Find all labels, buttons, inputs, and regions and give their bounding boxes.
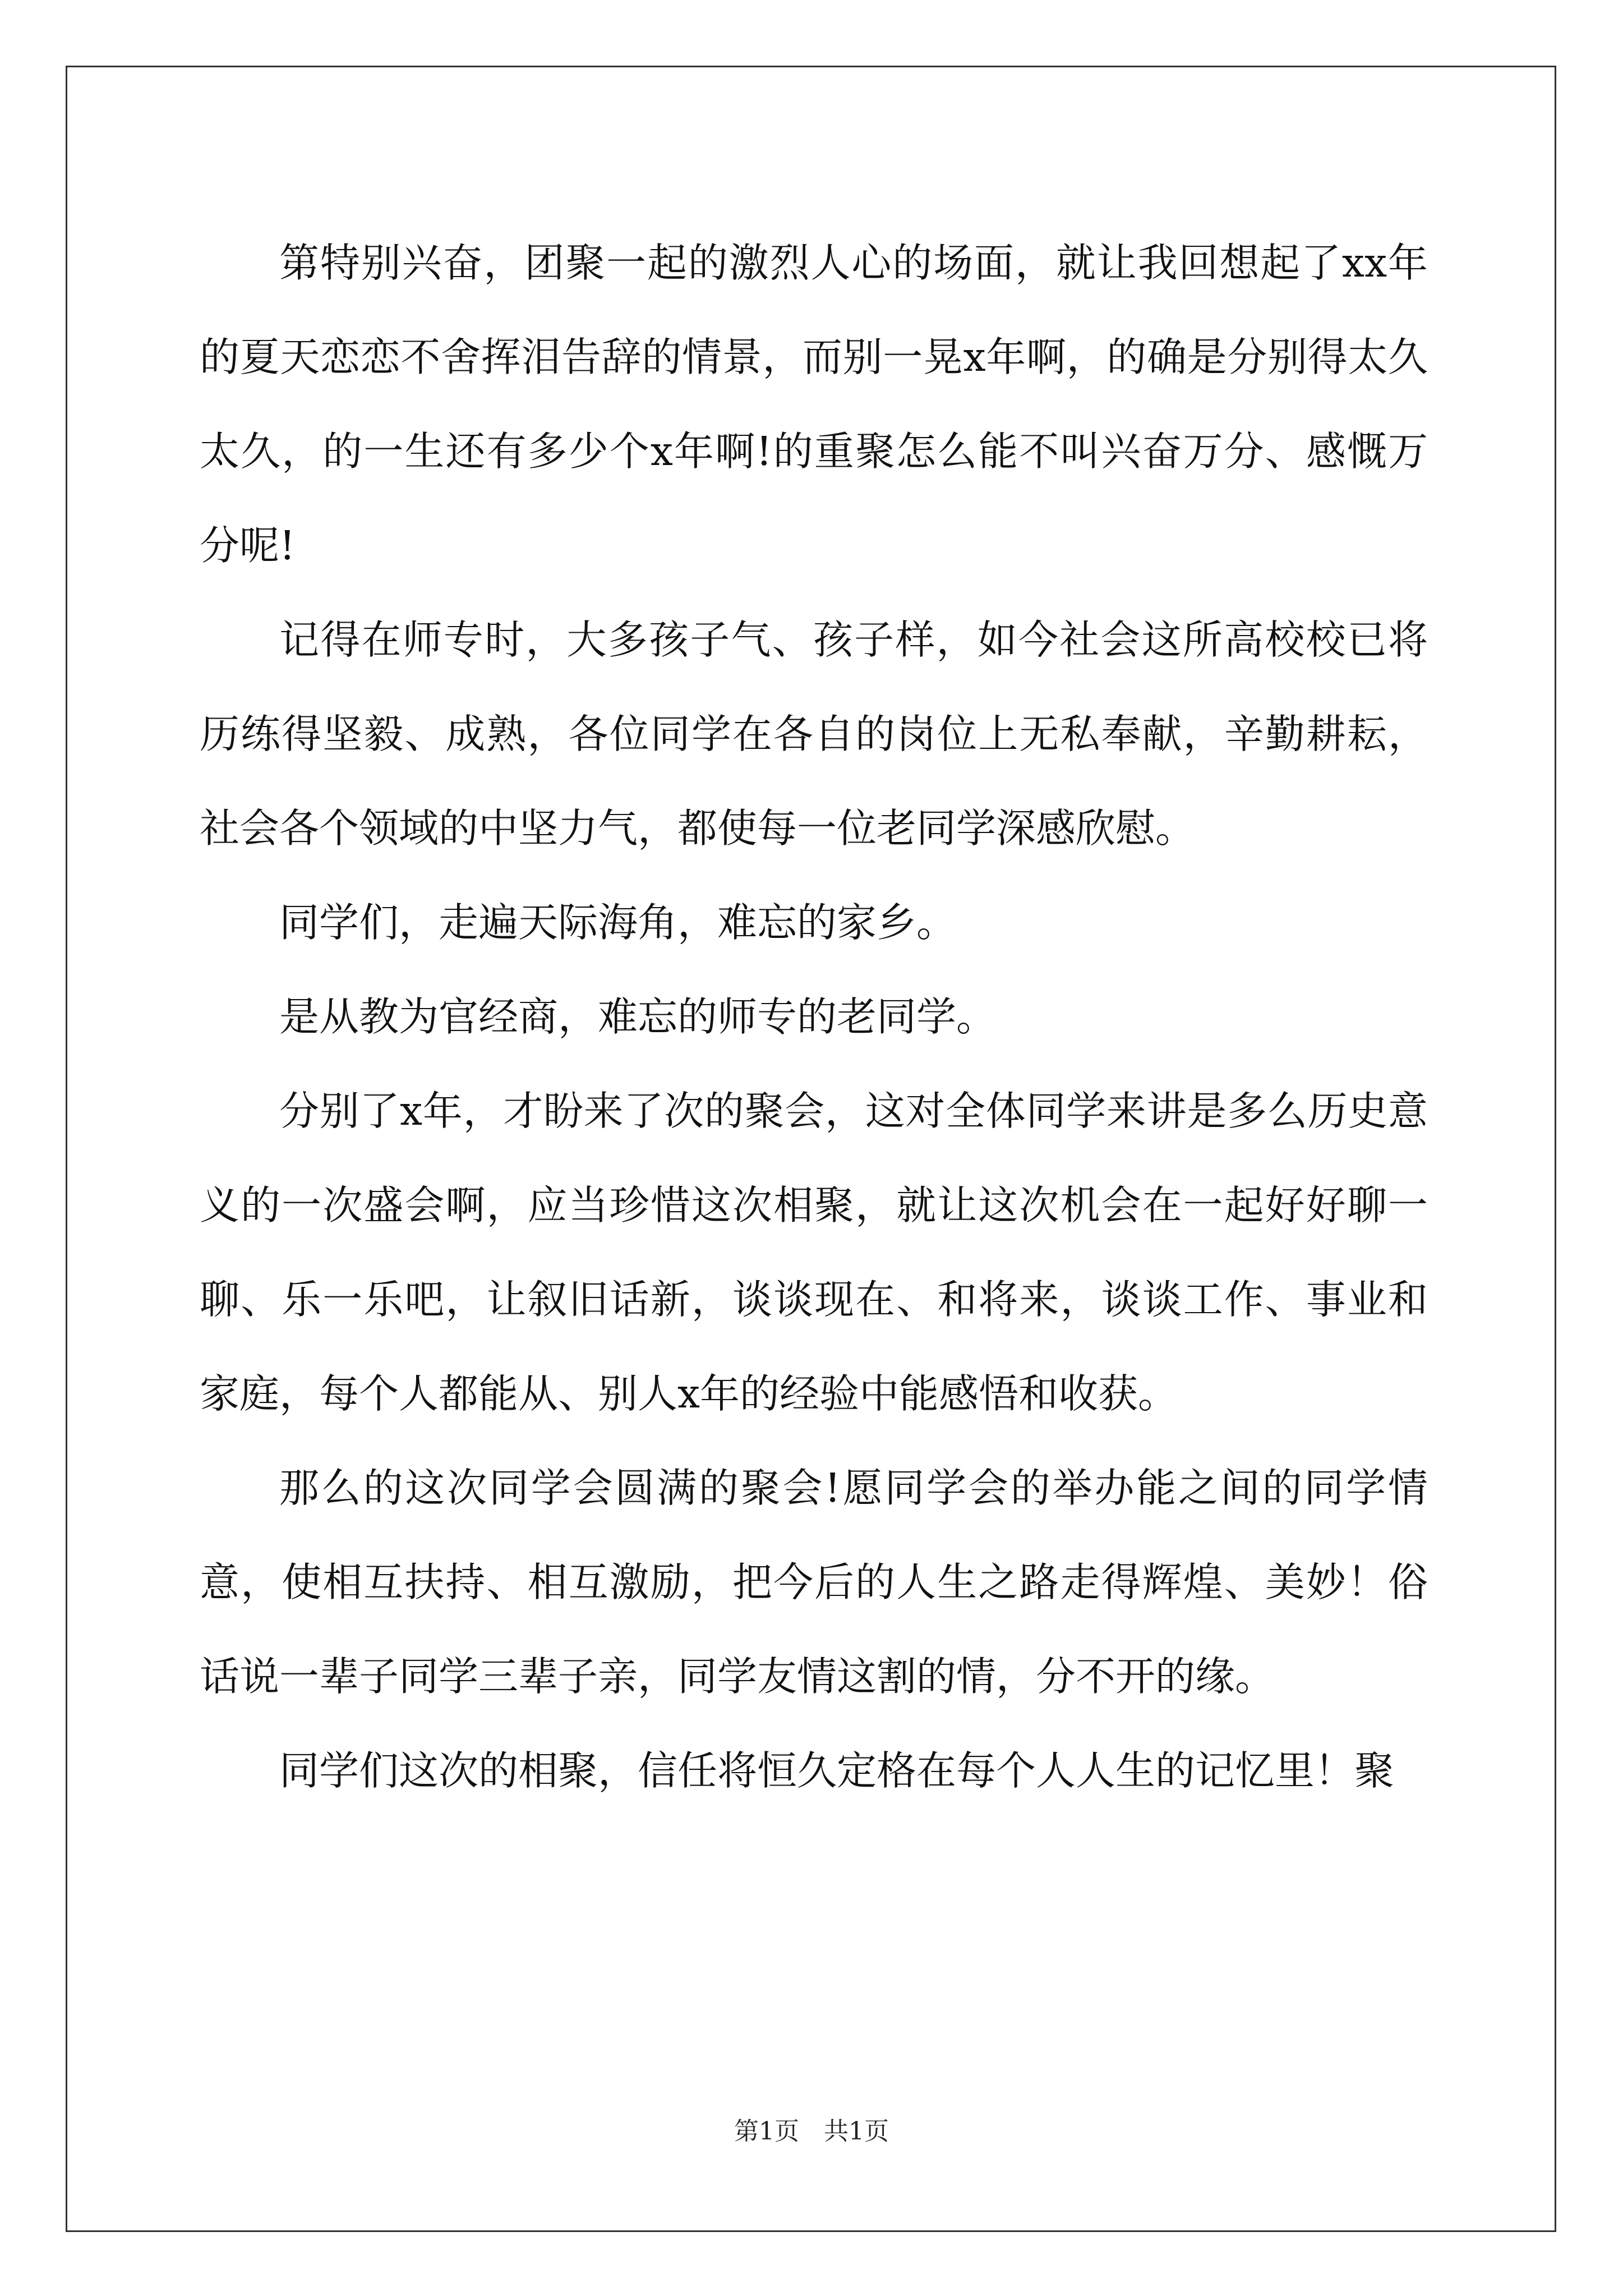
paragraph: 第特别兴奋，团聚一起的激烈人心的场面，就让我回想起了xx年的夏天恋恋不舍挥泪告辞的情景，而别一晃x年啊，的确是分别得太久太久，的一生还有多少个x年啊!的重聚怎么能不叫兴奋万分、感慨万分呢! bbox=[200, 240, 1428, 569]
paragraph: 是从教为官经商，难忘的师专的老同学。 bbox=[279, 993, 997, 1040]
paragraph: 同学们，走遍天际海角，难忘的家乡。 bbox=[279, 899, 957, 946]
document-body bbox=[200, 216, 1428, 1818]
paragraph: 分别了x年，才盼来了次的聚会，这对全体同学来讲是多么历史意义的一次盛会啊，应当珍惜这次相聚，就让这次机会在一起好好聊一聊、乐一乐吧，让叙旧话新，谈谈现在、和将来，谈谈工作、事业和家庭，每个人都能从、别人x年的经验中能感悟和收获。 bbox=[200, 1088, 1428, 1417]
paragraph: 记得在师专时，大多孩子气、孩子样，如今社会这所高校校已将历练得坚毅、成熟，各位同学在各自的岗位上无私奉献，辛勤耕耘，社会各个领域的中坚力气，都使每一位老同学深感欣慰。 bbox=[200, 616, 1428, 852]
paragraph: 同学们这次的相聚，信任将恒久定格在每个人人生的记忆里！聚 bbox=[279, 1747, 1395, 1794]
page-footer: 第1页 共1页 bbox=[734, 2117, 889, 2146]
paragraph: 那么的这次同学会圆满的聚会!愿同学会的举办能之间的同学情意，使相互扶持、相互激励，把今后的人生之路走得辉煌、美妙！俗话说一辈子同学三辈子亲，同学友情这割的情，分不开的缘。 bbox=[200, 1465, 1428, 1700]
